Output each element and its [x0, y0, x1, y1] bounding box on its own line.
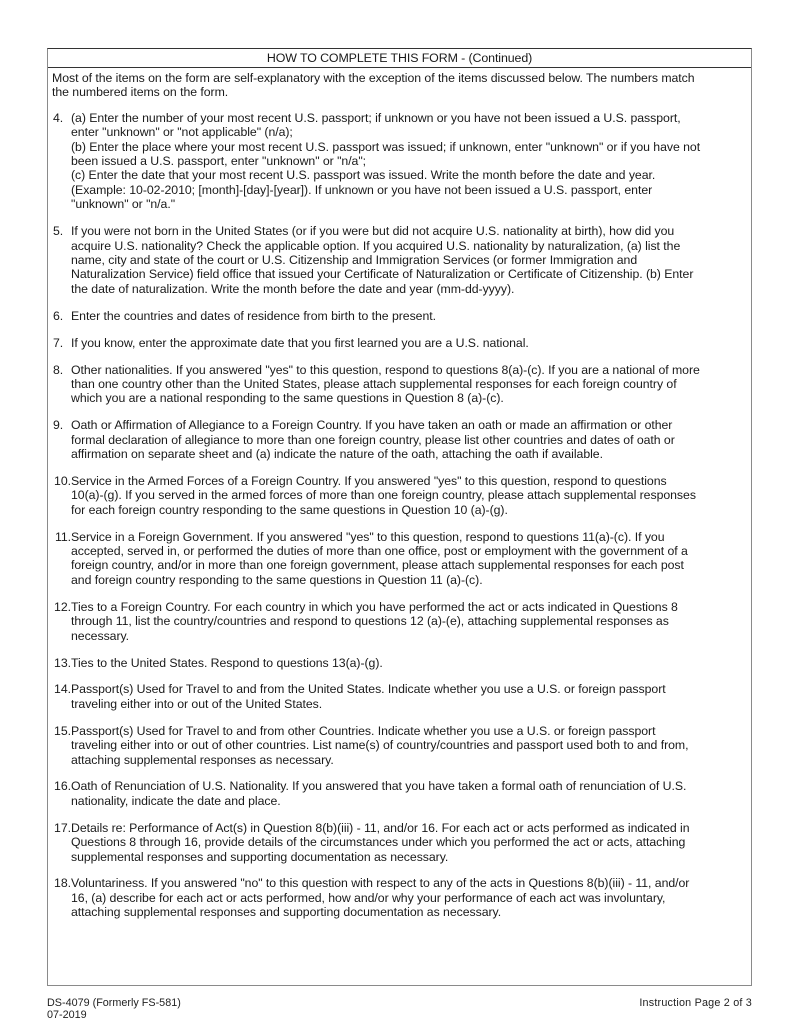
item-text	[71, 309, 751, 323]
item-text	[71, 418, 751, 461]
item-text-line: traveling either into or out of the United States.	[71, 696, 323, 711]
item-number: 10.	[54, 473, 71, 488]
item-number: 17.	[54, 820, 71, 835]
intro-line: the numbered items on the form.	[52, 85, 229, 100]
item-text-line: nationality, indicate the date and place.	[71, 793, 281, 808]
item-text-line: than one country other than the United States, please attach supplemental responses for each foreign country of	[71, 376, 677, 391]
instruction-item	[52, 600, 751, 643]
item-text-line: Oath or Affirmation of Allegiance to a Foreign Country. If you have taken an oath or made an affirmation or other	[71, 418, 673, 433]
item-text	[71, 779, 751, 808]
item-text	[71, 474, 751, 517]
item-number: 16.	[54, 779, 71, 794]
item-text-line: Passport(s) Used for Travel to and from the United States. Indicate whether you use a U.S. or foreign passport	[71, 682, 666, 697]
section-title: HOW TO COMPLETE THIS FORM - (Continued)	[266, 51, 533, 65]
item-text-line: accepted, served in, or performed the duties of more than one office, post or employment with the government of a	[71, 544, 688, 559]
item-text-line: Other nationalities. If you answered "yes" to this question, respond to questions 8(a)-(c). If you are a national of more	[71, 362, 700, 377]
item-number: 12.	[54, 599, 71, 614]
item-text-line: Enter the countries and dates of residence from birth to the present.	[71, 308, 436, 323]
instruction-item	[52, 418, 751, 461]
item-text-line: "unknown" or "n/a."	[71, 197, 176, 212]
item-text	[71, 656, 751, 670]
item-text-line: Oath of Renunciation of U.S. Nationality. If you answered that you have taken a formal oath of renunciation of U.S.	[71, 779, 687, 794]
item-text	[71, 224, 751, 296]
instruction-item	[52, 474, 751, 517]
item-number: 14.	[54, 682, 71, 697]
instruction-items	[52, 111, 751, 920]
item-number: 13.	[54, 655, 71, 670]
item-text-line: through 11, list the country/countries and respond to questions 12 (a)-(e), attaching supplemental responses as	[71, 614, 669, 629]
item-text-line: If you were not born in the United States (or if you were but did not acquire U.S. nationality at birth), how did you	[71, 224, 675, 239]
item-number: 15.	[54, 723, 71, 738]
footer-form-info	[47, 997, 181, 1022]
item-text-line: and foreign country responding to the same questions in Question 11 (a)-(c).	[71, 572, 483, 587]
instruction-item	[52, 876, 751, 919]
item-number: 4.	[53, 110, 64, 125]
instruction-item	[52, 224, 751, 296]
instruction-item	[52, 724, 751, 767]
item-text-line: affirmation on separate sheet and (a) indicate the nature of the oath, attaching the oath if available.	[71, 447, 603, 462]
item-text-line: If you know, enter the approximate date that you first learned you are a U.S. national.	[71, 335, 529, 350]
item-text-line: the date of naturalization. Write the month before the date and year (mm-dd-yyyy).	[71, 281, 515, 296]
item-text	[71, 530, 751, 588]
item-text-line: name, city and state of the court or U.S. Citizenship and Immigration Services (or former Immigration and	[71, 252, 638, 267]
item-text	[71, 876, 751, 919]
item-text-line: traveling either into or out of other countries. List name(s) of country/countries and passport used both to and from,	[71, 738, 689, 753]
form-revision: 07-2019	[47, 1009, 87, 1022]
item-text-line: Passport(s) Used for Travel to and from other Countries. Indicate whether you use a U.S. or foreign passport	[71, 723, 656, 738]
item-number: 18.	[54, 876, 71, 891]
item-text-line: necessary.	[71, 628, 130, 643]
item-text-line: Service in the Armed Forces of a Foreign Country. If you answered "yes" to this question, respond to questions	[71, 473, 667, 488]
item-text-line: Voluntariness. If you answered "no" to this question with respect to any of the acts in Questions 8(b)(iii) - 11, and/or	[71, 876, 690, 891]
instructions-body	[48, 68, 751, 920]
item-text-line: supplemental responses and supporting documentation as necessary.	[71, 849, 449, 864]
item-text-line: Ties to the United States. Respond to questions 13(a)-(g).	[71, 655, 383, 670]
item-text-line: Ties to a Foreign Country. For each country in which you have performed the act or acts indicated in Questions 8	[71, 599, 678, 614]
instruction-item	[52, 821, 751, 864]
intro-line: Most of the items on the form are self-explanatory with the exception of the items discussed below. The numbers match	[52, 71, 695, 85]
item-number: 9.	[53, 418, 64, 433]
form-id: DS-4079 (Formerly FS-581)	[47, 997, 181, 1009]
instruction-item	[52, 363, 751, 406]
item-text-line: Details re: Performance of Act(s) in Question 8(b)(iii) - 11, and/or 16. For each act or acts performed as indicated in	[71, 820, 690, 835]
item-text-line: enter "unknown" or "not applicable" (n/a);	[71, 125, 293, 140]
instruction-item	[52, 309, 751, 323]
item-text-line: Questions 8 through 16, provide details of the circumstances under which you performed the act or acts, attaching	[71, 835, 686, 850]
item-text-line: (a) Enter the number of your most recent U.S. passport; if unknown or you have not been issued a U.S. passport,	[71, 110, 681, 125]
item-text	[71, 363, 751, 406]
item-text-line: foreign country, and/or in more than one foreign government, please attach supplemental responses for each post	[71, 558, 684, 573]
instruction-item	[52, 111, 751, 212]
section-header	[48, 49, 751, 68]
instructions-box	[47, 48, 752, 986]
item-number: 7.	[53, 335, 64, 350]
instruction-item	[52, 530, 751, 588]
item-text-line: for each foreign country responding to the same questions in Question 10 (a)-(g).	[71, 502, 508, 517]
item-text-line: attaching supplemental responses as necessary.	[71, 752, 334, 767]
item-text	[71, 600, 751, 643]
item-text-line: (Example: 10-02-2010; [month]-[day]-[year]). If unknown or you have not been issued a U.S. passport, enter	[71, 182, 653, 197]
item-text-line: (c) Enter the date that your most recent U.S. passport was issued. Write the month before the date and year.	[71, 168, 656, 183]
instruction-item	[52, 779, 751, 808]
item-text-line: 16, (a) describe for each act or acts performed, how and/or why your performance of each act was involuntary,	[71, 890, 666, 905]
intro-paragraph	[52, 71, 751, 100]
item-text	[71, 821, 751, 864]
item-text-line: (b) Enter the place where your most recent U.S. passport was issued; if unknown, enter "unknown" or if you have not	[71, 139, 701, 154]
item-text-line: been issued a U.S. passport, enter "unknown" or "n/a";	[71, 154, 367, 169]
instruction-item	[52, 336, 751, 350]
item-text-line: formal declaration of allegiance to more than one foreign country, please list other countries and dates of oath or	[71, 432, 675, 447]
item-text	[71, 336, 751, 350]
page-indicator: Instruction Page 2 of 3	[639, 997, 752, 1009]
instruction-item	[52, 656, 751, 670]
item-text	[71, 682, 751, 711]
item-number: 5.	[53, 224, 64, 239]
item-text	[71, 724, 751, 767]
item-number: 6.	[53, 308, 64, 323]
item-number: 8.	[53, 362, 64, 377]
item-text-line: acquire U.S. nationality? Check the applicable option. If you acquired U.S. nationality by naturalization, (a) list the	[71, 238, 681, 253]
item-text-line: Naturalization Service) field office that issued your Certificate of Naturalization or Certificate of Citizenship. (b) Enter	[71, 267, 694, 282]
item-text-line: 10(a)-(g). If you served in the armed forces of more than one foreign country, please attach supplemental responses	[71, 488, 696, 503]
item-text-line: Service in a Foreign Government. If you answered "yes" to this question, respond to questions 11(a)-(c). If you	[71, 529, 665, 544]
item-text-line: which you are a national responding to the same questions in Question 8 (a)-(c).	[71, 391, 504, 406]
instruction-item	[52, 682, 751, 711]
item-text-line: attaching supplemental responses and supporting documentation as necessary.	[71, 905, 502, 920]
item-text	[71, 111, 751, 212]
item-number: 11.	[54, 529, 71, 544]
